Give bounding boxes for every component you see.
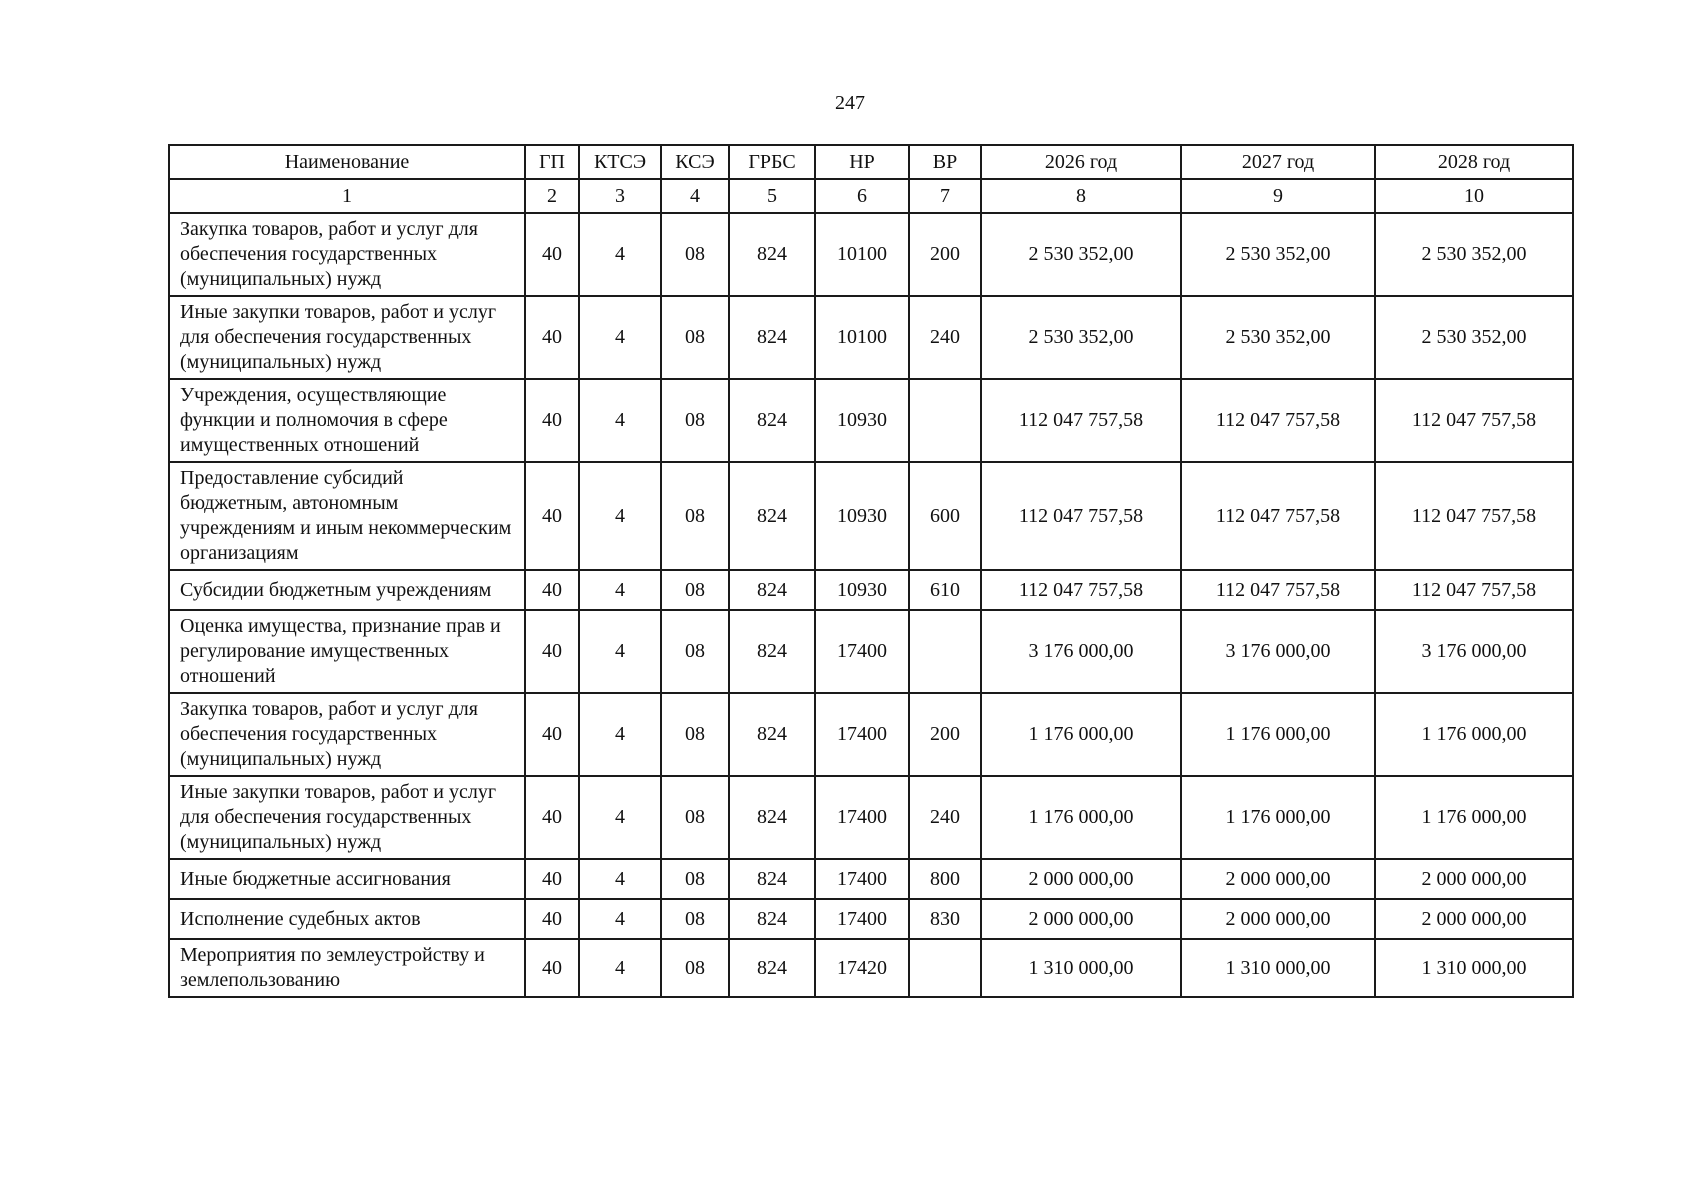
header-vr: ВР (909, 145, 981, 179)
cell-vr (909, 379, 981, 462)
table-row (169, 379, 1573, 462)
header-nr: НР (815, 145, 909, 179)
cell-kse: 08 (661, 462, 729, 570)
cell-vr: 800 (909, 859, 981, 899)
cell-2026: 2 530 352,00 (981, 296, 1181, 379)
cell-gp: 40 (525, 296, 579, 379)
budget-table (168, 144, 1574, 998)
row-name: Закупка товаров, работ и услуг для обеспечения государственных (муниципальных) нужд (169, 693, 525, 776)
cell-kse: 08 (661, 610, 729, 693)
cell-2027: 112 047 757,58 (1181, 570, 1375, 610)
cell-ktse: 4 (579, 899, 661, 939)
cell-2026: 2 000 000,00 (981, 859, 1181, 899)
cell-2026: 3 176 000,00 (981, 610, 1181, 693)
cell-vr: 240 (909, 776, 981, 859)
cell-2027: 112 047 757,58 (1181, 379, 1375, 462)
cell-gp: 40 (525, 462, 579, 570)
table-body (169, 213, 1573, 997)
cell-2027: 1 176 000,00 (1181, 693, 1375, 776)
cell-2028: 1 176 000,00 (1375, 693, 1573, 776)
table-row (169, 693, 1573, 776)
cell-gp: 40 (525, 379, 579, 462)
column-number: 8 (981, 179, 1181, 213)
row-name: Исполнение судебных актов (169, 899, 525, 939)
header-2026: 2026 год (981, 145, 1181, 179)
column-number: 4 (661, 179, 729, 213)
cell-nr: 17400 (815, 859, 909, 899)
cell-nr: 10930 (815, 570, 909, 610)
cell-ktse: 4 (579, 859, 661, 899)
cell-2026: 112 047 757,58 (981, 379, 1181, 462)
table-row (169, 462, 1573, 570)
cell-vr: 830 (909, 899, 981, 939)
cell-ktse: 4 (579, 570, 661, 610)
cell-nr: 17400 (815, 693, 909, 776)
table-row (169, 899, 1573, 939)
cell-nr: 17400 (815, 610, 909, 693)
table-row (169, 610, 1573, 693)
cell-vr (909, 610, 981, 693)
header-2028: 2028 год (1375, 145, 1573, 179)
cell-2028: 112 047 757,58 (1375, 379, 1573, 462)
cell-gp: 40 (525, 693, 579, 776)
cell-2026: 1 310 000,00 (981, 939, 1181, 997)
column-number: 6 (815, 179, 909, 213)
cell-2026: 1 176 000,00 (981, 693, 1181, 776)
cell-kse: 08 (661, 570, 729, 610)
cell-nr: 17420 (815, 939, 909, 997)
cell-2026: 112 047 757,58 (981, 462, 1181, 570)
row-name: Закупка товаров, работ и услуг для обеспечения государственных (муниципальных) нужд (169, 213, 525, 296)
column-number: 2 (525, 179, 579, 213)
cell-2027: 2 530 352,00 (1181, 213, 1375, 296)
cell-grbs: 824 (729, 859, 815, 899)
cell-2028: 1 310 000,00 (1375, 939, 1573, 997)
cell-ktse: 4 (579, 610, 661, 693)
cell-nr: 10100 (815, 296, 909, 379)
cell-kse: 08 (661, 939, 729, 997)
cell-2027: 112 047 757,58 (1181, 462, 1375, 570)
cell-ktse: 4 (579, 693, 661, 776)
cell-2027: 1 310 000,00 (1181, 939, 1375, 997)
cell-2026: 2 530 352,00 (981, 213, 1181, 296)
cell-2028: 2 000 000,00 (1375, 899, 1573, 939)
cell-2028: 2 530 352,00 (1375, 213, 1573, 296)
cell-ktse: 4 (579, 213, 661, 296)
column-number-row (169, 179, 1573, 213)
table-row (169, 570, 1573, 610)
cell-vr: 200 (909, 693, 981, 776)
page-number: 247 (835, 92, 865, 114)
table-row (169, 776, 1573, 859)
table-header (169, 145, 1573, 213)
cell-2027: 2 000 000,00 (1181, 899, 1375, 939)
cell-ktse: 4 (579, 379, 661, 462)
cell-vr (909, 939, 981, 997)
cell-2028: 1 176 000,00 (1375, 776, 1573, 859)
cell-2027: 1 176 000,00 (1181, 776, 1375, 859)
row-name: Иные бюджетные ассигнования (169, 859, 525, 899)
table-row (169, 859, 1573, 899)
cell-kse: 08 (661, 899, 729, 939)
cell-grbs: 824 (729, 213, 815, 296)
cell-nr: 10100 (815, 213, 909, 296)
cell-2027: 2 530 352,00 (1181, 296, 1375, 379)
column-number: 1 (169, 179, 525, 213)
cell-grbs: 824 (729, 776, 815, 859)
cell-2027: 2 000 000,00 (1181, 859, 1375, 899)
row-name: Субсидии бюджетным учреждениям (169, 570, 525, 610)
cell-2028: 3 176 000,00 (1375, 610, 1573, 693)
row-name: Оценка имущества, признание прав и регулирование имущественных отношений (169, 610, 525, 693)
column-number: 3 (579, 179, 661, 213)
cell-nr: 17400 (815, 776, 909, 859)
cell-nr: 10930 (815, 462, 909, 570)
header-grbs: ГРБС (729, 145, 815, 179)
cell-grbs: 824 (729, 379, 815, 462)
cell-vr: 200 (909, 213, 981, 296)
table-row (169, 939, 1573, 997)
cell-gp: 40 (525, 899, 579, 939)
row-name: Учреждения, осуществляющие функции и полномочия в сфере имущественных отношений (169, 379, 525, 462)
header-2027: 2027 год (1181, 145, 1375, 179)
cell-grbs: 824 (729, 939, 815, 997)
cell-grbs: 824 (729, 570, 815, 610)
column-number: 9 (1181, 179, 1375, 213)
cell-grbs: 824 (729, 610, 815, 693)
cell-gp: 40 (525, 213, 579, 296)
cell-grbs: 824 (729, 693, 815, 776)
row-name: Мероприятия по землеустройству и землепользованию (169, 939, 525, 997)
cell-2026: 112 047 757,58 (981, 570, 1181, 610)
cell-vr: 240 (909, 296, 981, 379)
cell-kse: 08 (661, 213, 729, 296)
cell-kse: 08 (661, 776, 729, 859)
header-ktse: КТСЭ (579, 145, 661, 179)
cell-gp: 40 (525, 570, 579, 610)
cell-ktse: 4 (579, 462, 661, 570)
cell-grbs: 824 (729, 899, 815, 939)
cell-ktse: 4 (579, 776, 661, 859)
cell-kse: 08 (661, 296, 729, 379)
cell-kse: 08 (661, 379, 729, 462)
header-row (169, 145, 1573, 179)
cell-ktse: 4 (579, 939, 661, 997)
cell-vr: 600 (909, 462, 981, 570)
cell-gp: 40 (525, 859, 579, 899)
header-kse: КСЭ (661, 145, 729, 179)
cell-nr: 10930 (815, 379, 909, 462)
header-gp: ГП (525, 145, 579, 179)
cell-gp: 40 (525, 776, 579, 859)
cell-2026: 1 176 000,00 (981, 776, 1181, 859)
cell-2027: 3 176 000,00 (1181, 610, 1375, 693)
column-number: 5 (729, 179, 815, 213)
cell-2026: 2 000 000,00 (981, 899, 1181, 939)
cell-2028: 2 000 000,00 (1375, 859, 1573, 899)
cell-2028: 112 047 757,58 (1375, 462, 1573, 570)
row-name: Иные закупки товаров, работ и услуг для обеспечения государственных (муниципальных) нужд (169, 296, 525, 379)
cell-kse: 08 (661, 859, 729, 899)
table-row (169, 213, 1573, 296)
cell-2028: 2 530 352,00 (1375, 296, 1573, 379)
column-number: 10 (1375, 179, 1573, 213)
row-name: Иные закупки товаров, работ и услуг для обеспечения государственных (муниципальных) нужд (169, 776, 525, 859)
cell-kse: 08 (661, 693, 729, 776)
column-number: 7 (909, 179, 981, 213)
table-row (169, 296, 1573, 379)
cell-vr: 610 (909, 570, 981, 610)
cell-gp: 40 (525, 939, 579, 997)
cell-gp: 40 (525, 610, 579, 693)
row-name: Предоставление субсидий бюджетным, автономным учреждениям и иным некоммерческим организациям (169, 462, 525, 570)
cell-nr: 17400 (815, 899, 909, 939)
cell-2028: 112 047 757,58 (1375, 570, 1573, 610)
cell-ktse: 4 (579, 296, 661, 379)
cell-grbs: 824 (729, 296, 815, 379)
header-name: Наименование (169, 145, 525, 179)
cell-grbs: 824 (729, 462, 815, 570)
